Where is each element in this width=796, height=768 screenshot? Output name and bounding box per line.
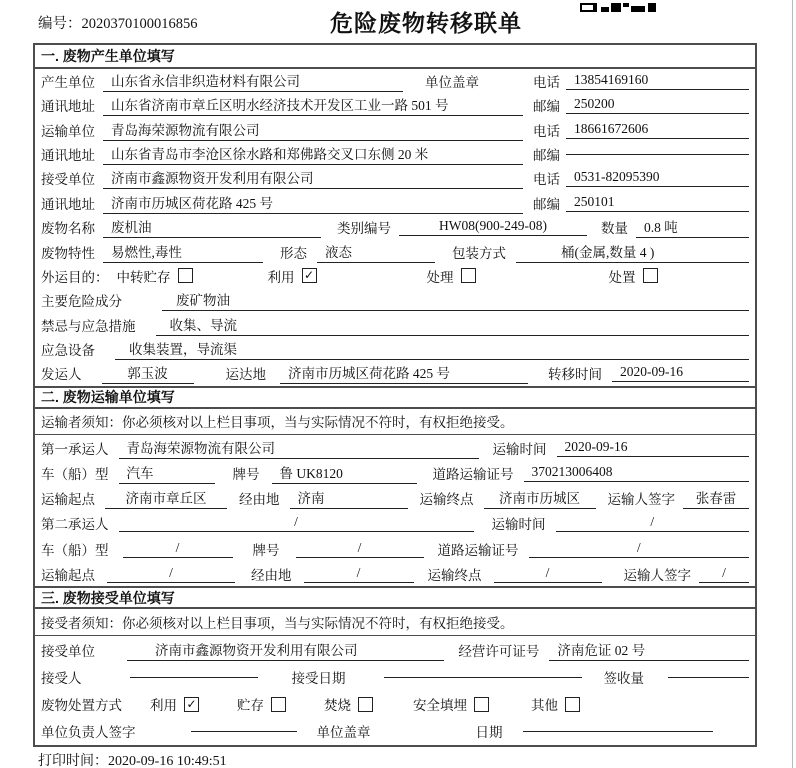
waste-form-label: 形态 xyxy=(280,245,307,261)
purpose-option-use: 利用 xyxy=(267,269,295,285)
acceptor-label: 接受人 xyxy=(41,670,82,686)
print-time-value: 2020-09-16 10:49:51 xyxy=(108,754,227,768)
zip-label: 邮编 xyxy=(533,148,560,164)
section2-notice: 运输者须知：你必须核对以上栏目事项，当与实际情况不符时，有权拒绝接受。 xyxy=(35,409,755,436)
waste-code-label: 类别编号 xyxy=(337,221,391,237)
carrier1-name: 青岛海荣源物流有限公司 xyxy=(119,437,479,459)
transporter-phone: 18661672606 xyxy=(566,121,749,139)
section1-heading: 一. 废物产生单位填写 xyxy=(35,45,755,69)
receiver-zip: 250101 xyxy=(566,194,749,212)
signed-qty-label: 签收量 xyxy=(603,670,644,686)
dispatcher-name: 郭玉波 xyxy=(102,362,194,384)
producer-address: 山东省济南市章丘区明水经济技术开发区工业一路 501 号 xyxy=(103,94,523,116)
route2-row xyxy=(35,561,755,586)
acceptor-row xyxy=(35,663,755,690)
purpose-option-dispose: 处置 xyxy=(608,269,636,285)
disposal-method-row xyxy=(35,691,755,718)
vehicle2-row xyxy=(35,536,755,561)
road-permit-label: 道路运输证号 xyxy=(437,542,519,558)
phone-label: 电话 xyxy=(533,75,560,91)
route-via: 济南 xyxy=(290,487,408,509)
plate-label: 牌号 xyxy=(232,467,260,483)
checkbox-disposal-store xyxy=(271,697,286,712)
checkbox-disposal-other xyxy=(565,697,580,712)
checkbox-disposal-burn xyxy=(358,697,373,712)
checkbox-use: ✓ xyxy=(302,268,317,283)
carrier-signature2: / xyxy=(699,565,749,583)
carrier-signature: 张春雷 xyxy=(683,487,749,509)
transfer-time-label: 转移时间 xyxy=(548,367,602,383)
carrier2-row xyxy=(35,511,755,536)
dispatcher-label: 发运人 xyxy=(41,367,82,383)
section2-heading: 二. 废物运输单位填写 xyxy=(35,386,755,409)
waste-props-label: 废物特性 xyxy=(41,245,95,261)
dispatch-row xyxy=(35,361,755,385)
destination-label: 运达地 xyxy=(225,367,266,383)
carrier1-label: 第一承运人 xyxy=(41,441,109,457)
phone-label: 电话 xyxy=(533,172,560,188)
waste-name-label: 废物名称 xyxy=(41,221,95,237)
route1-row xyxy=(35,486,755,511)
transporter-label: 运输单位 xyxy=(41,123,95,139)
vehicle-type-label: 车（船）型 xyxy=(41,467,109,483)
precaution-row xyxy=(35,312,755,336)
disposal-option-burn: 焚烧 xyxy=(324,698,351,714)
equipment-value: 收集装置，导流渠 xyxy=(115,338,749,360)
receiver-label: 接受单位 xyxy=(41,172,95,188)
transfer-purpose-row xyxy=(35,264,755,288)
transfer-time: 2020-09-16 xyxy=(612,364,749,382)
date-label: 日期 xyxy=(475,725,503,741)
transporter-row xyxy=(35,118,755,142)
packing-label: 包装方式 xyxy=(452,245,506,261)
plate-label: 牌号 xyxy=(252,542,280,558)
waste-qty: 0.8 吨 xyxy=(636,216,749,238)
hazard-row xyxy=(35,288,755,312)
receiver-value: 济南市鑫源物资开发利用有限公司 xyxy=(103,167,523,189)
unit-seal-label: 单位盖章 xyxy=(316,725,371,741)
route-start2: / xyxy=(107,565,235,583)
address-label: 通讯地址 xyxy=(41,196,95,212)
section3-notice: 接受者须知：你必须核对以上栏目事项，当与实际情况不符时，有权拒绝接受。 xyxy=(35,609,755,636)
checkbox-dispose xyxy=(643,268,658,283)
route-end-label: 运输终点 xyxy=(427,567,482,583)
disposal-option-other: 其他 xyxy=(531,698,558,714)
receiver-address-row xyxy=(35,191,755,215)
transporter-value: 青岛海荣源物流有限公司 xyxy=(103,119,523,141)
disposal-method-label: 废物处置方式 xyxy=(41,698,122,714)
disposal-option-use: 利用 xyxy=(150,698,177,714)
acceptor-name xyxy=(130,676,258,678)
route-start: 济南市章丘区 xyxy=(105,487,227,509)
serial-number xyxy=(38,12,198,33)
seal-label: 单位盖章 xyxy=(425,75,479,91)
disposal-option-store: 贮存 xyxy=(237,698,264,714)
waste-qty-label: 数量 xyxy=(601,221,628,237)
road-permit2: / xyxy=(529,540,750,558)
page-edge-line xyxy=(792,0,793,768)
vehicle-type2: / xyxy=(123,540,233,558)
accept-date-label: 接受日期 xyxy=(291,670,346,686)
zip-label: 邮编 xyxy=(533,196,560,212)
print-time xyxy=(38,750,227,768)
accept-unit-row xyxy=(35,636,755,663)
license-number: 济南危证 02 号 xyxy=(549,639,749,661)
transport-time-label: 运输时间 xyxy=(491,517,546,533)
accept-date xyxy=(384,676,582,678)
serial-value: 2020370100016856 xyxy=(81,16,198,32)
purpose-option-treat: 处理 xyxy=(426,269,454,285)
precaution-value: 收集、导流 xyxy=(156,314,750,336)
vehicle1-row xyxy=(35,461,755,486)
zip-label: 邮编 xyxy=(533,99,560,115)
waste-code: HW08(900-249-08) xyxy=(399,218,587,236)
transport-time: 2020-09-16 xyxy=(557,439,750,457)
signed-qty xyxy=(668,676,749,678)
page-title: 危险废物转移联单 xyxy=(330,10,522,36)
vehicle-type: 汽车 xyxy=(119,462,215,484)
vehicle-type-label: 车（船）型 xyxy=(41,542,109,558)
producer-zip: 250200 xyxy=(566,96,749,114)
checkbox-disposal-use: ✓ xyxy=(184,697,199,712)
transporter-zip xyxy=(566,153,749,155)
qr-code-fragment-icon xyxy=(580,0,658,16)
manifest-form xyxy=(33,43,757,747)
route-via-label: 经由地 xyxy=(239,492,280,508)
transporter-address: 山东省青岛市李沧区徐水路和郑佛路交叉口东侧 20 米 xyxy=(103,143,523,165)
destination-value: 济南市历城区荷花路 425 号 xyxy=(280,362,528,384)
route-end-label: 运输终点 xyxy=(419,492,474,508)
transport-time2: / xyxy=(556,514,750,532)
route-start-label: 运输起点 xyxy=(41,492,95,508)
checkbox-disposal-landfill xyxy=(474,697,489,712)
producer-label: 产生单位 xyxy=(41,75,95,91)
route-start-label: 运输起点 xyxy=(41,567,95,583)
signoff-date xyxy=(523,730,713,732)
checkbox-storage xyxy=(178,268,193,283)
road-permit: 370213006408 xyxy=(524,464,750,482)
precaution-label: 禁忌与应急措施 xyxy=(41,318,136,334)
plate-number: 鲁 UK8120 xyxy=(272,462,417,484)
producer-phone: 13854169160 xyxy=(566,72,749,90)
carrier1-row xyxy=(35,435,755,460)
carrier-sign-label: 运输人签字 xyxy=(607,492,675,508)
producer-value: 山东省永信非织造材料有限公司 xyxy=(103,70,403,92)
responsible-signature xyxy=(191,730,297,732)
route-via2: / xyxy=(304,565,414,583)
accept-unit-label: 接受单位 xyxy=(41,643,95,659)
route-end: 济南市历城区 xyxy=(484,487,596,509)
carrier2-label: 第二承运人 xyxy=(41,517,109,533)
waste-props-row xyxy=(35,239,755,263)
plate-number2: / xyxy=(296,540,424,558)
receiver-phone: 0531-82095390 xyxy=(566,169,749,187)
receiver-row xyxy=(35,166,755,190)
transport-time-label: 运输时间 xyxy=(492,441,547,457)
producer-address-row xyxy=(35,93,755,117)
route-via-label: 经由地 xyxy=(251,567,292,583)
equipment-row xyxy=(35,337,755,361)
packing-value: 桶(金属,数量 4 ) xyxy=(516,241,749,263)
responsible-sign-label: 单位负责人签字 xyxy=(41,725,136,741)
purpose-option-storage: 中转贮存 xyxy=(116,269,171,285)
disposal-option-landfill: 安全填埋 xyxy=(413,698,467,714)
hazard-label: 主要危险成分 xyxy=(41,294,122,310)
carrier2-name: / xyxy=(119,514,474,532)
producer-row xyxy=(35,69,755,93)
receiver-address: 济南市历城区荷花路 425 号 xyxy=(103,192,523,214)
section3-heading: 三. 废物接受单位填写 xyxy=(35,586,755,609)
signoff-row xyxy=(35,718,755,745)
accept-unit-name: 济南市鑫源物资开发利用有限公司 xyxy=(127,639,444,661)
phone-label: 电话 xyxy=(533,123,560,139)
print-time-label: 打印时间： xyxy=(38,754,108,768)
license-label: 经营许可证号 xyxy=(458,643,540,659)
checkbox-treat xyxy=(461,268,476,283)
hazard-value: 废矿物油 xyxy=(162,289,749,311)
waste-props: 易燃性,毒性 xyxy=(103,241,263,263)
waste-name: 废机油 xyxy=(103,216,321,238)
address-label: 通讯地址 xyxy=(41,99,95,115)
route-end2: / xyxy=(494,565,602,583)
serial-label: 编号： xyxy=(38,16,82,32)
transporter-address-row xyxy=(35,142,755,166)
equipment-label: 应急设备 xyxy=(41,343,95,358)
waste-name-row xyxy=(35,215,755,239)
carrier-sign-label: 运输人签字 xyxy=(623,567,691,583)
address-label: 通讯地址 xyxy=(41,148,95,164)
purpose-label: 外运目的： xyxy=(41,269,109,285)
road-permit-label: 道路运输证号 xyxy=(432,467,514,483)
waste-form: 液态 xyxy=(317,241,435,263)
